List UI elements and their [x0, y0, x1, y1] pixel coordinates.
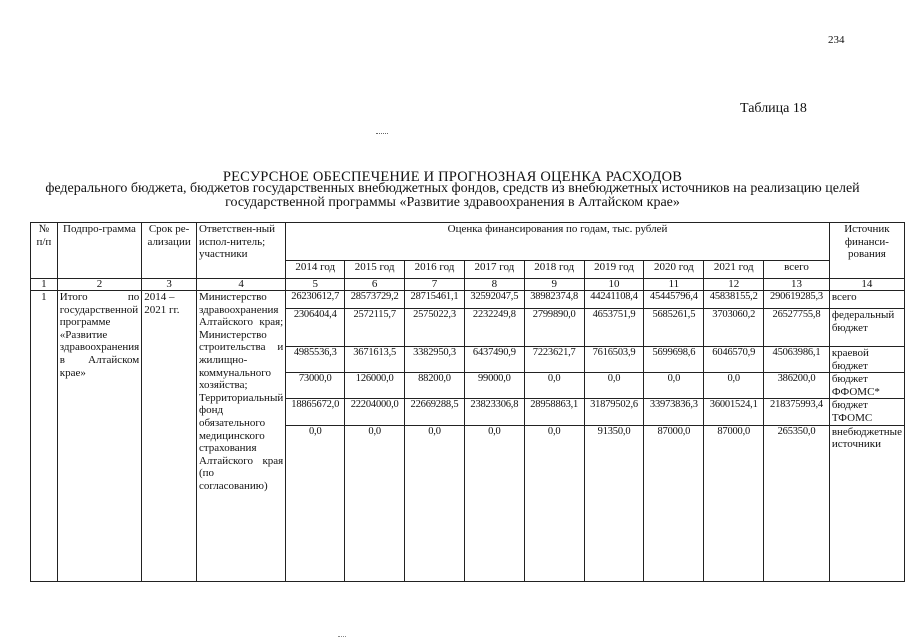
funding-value: 2572115,7 — [345, 309, 405, 347]
header-source: Источник финанси-рования — [829, 223, 904, 279]
funding-value: 44241108,4 — [584, 291, 644, 309]
funding-value: 3703060,2 — [704, 309, 764, 347]
funding-value: 0,0 — [524, 425, 584, 581]
year-header: 2021 год — [704, 261, 764, 279]
funding-value: 386200,0 — [764, 373, 830, 399]
header-responsible: Ответствен-ный испол-нитель; участники — [196, 223, 285, 279]
year-header: 2015 год — [345, 261, 405, 279]
column-number: 12 — [704, 279, 764, 291]
year-header: 2020 год — [644, 261, 704, 279]
funding-value: 0,0 — [464, 425, 524, 581]
year-header: 2014 год — [286, 261, 345, 279]
header-no: № п/п — [31, 223, 58, 279]
page-number: 234 — [828, 34, 845, 46]
funding-value: 290619285,3 — [764, 291, 830, 309]
funding-value: 73000,0 — [286, 373, 345, 399]
funding-value: 218375993,4 — [764, 399, 830, 425]
funding-value: 18865672,0 — [286, 399, 345, 425]
funding-value: 4985536,3 — [286, 347, 345, 373]
funding-value: 28958863,1 — [524, 399, 584, 425]
funding-value: 7223621,7 — [524, 347, 584, 373]
scan-artifact — [376, 133, 388, 134]
column-number: 8 — [464, 279, 524, 291]
document-title: РЕСУРСНОЕ ОБЕСПЕЧЕНИЕ И ПРОГНОЗНАЯ ОЦЕНКА РАСХОДОВ — [222, 169, 683, 185]
funding-value: 33973836,3 — [644, 399, 704, 425]
row-number: 1 — [31, 291, 58, 582]
column-number: 2 — [57, 279, 141, 291]
year-header: всего — [764, 261, 830, 279]
funding-value: 28573729,2 — [345, 291, 405, 309]
funding-value: 28715461,1 — [405, 291, 465, 309]
funding-value: 45063986,1 — [764, 347, 830, 373]
funding-value: 0,0 — [584, 373, 644, 399]
funding-value: 3671613,5 — [345, 347, 405, 373]
funding-value: 0,0 — [345, 425, 405, 581]
funding-value: 7616503,9 — [584, 347, 644, 373]
funding-value: 5685261,5 — [644, 309, 704, 347]
funding-value: 87000,0 — [704, 425, 764, 581]
funding-value: 5699698,6 — [644, 347, 704, 373]
funding-value: 38982374,8 — [524, 291, 584, 309]
year-header: 2017 год — [464, 261, 524, 279]
funding-source: краевой бюджет — [829, 347, 904, 373]
funding-value: 87000,0 — [644, 425, 704, 581]
funding-value: 265350,0 — [764, 425, 830, 581]
funding-value: 0,0 — [524, 373, 584, 399]
funding-value: 0,0 — [704, 373, 764, 399]
column-number: 7 — [405, 279, 465, 291]
funding-value: 0,0 — [405, 425, 465, 581]
funding-value: 31879502,6 — [584, 399, 644, 425]
funding-value: 45445796,4 — [644, 291, 704, 309]
funding-value: 4653751,9 — [584, 309, 644, 347]
program-term: 2014 – 2021 гг. — [142, 291, 197, 582]
funding-value: 0,0 — [644, 373, 704, 399]
program-name: Итого по государственной программе «Развитие здравоохранения в Алтайском крае» — [57, 291, 141, 582]
funding-value: 6046570,9 — [704, 347, 764, 373]
column-number: 3 — [142, 279, 197, 291]
funding-value: 22204000,0 — [345, 399, 405, 425]
funding-value: 91350,0 — [584, 425, 644, 581]
funding-value: 2306404,4 — [286, 309, 345, 347]
funding-source: внебюджетные источники — [829, 425, 904, 581]
column-number: 5 — [286, 279, 345, 291]
header-term: Срок ре-ализации — [142, 223, 197, 279]
column-number: 6 — [345, 279, 405, 291]
funding-value: 26230612,7 — [286, 291, 345, 309]
funding-source: бюджет ТФОМС — [829, 399, 904, 425]
funding-value: 32592047,5 — [464, 291, 524, 309]
column-number: 1 — [31, 279, 58, 291]
year-header: 2019 год — [584, 261, 644, 279]
column-number: 11 — [644, 279, 704, 291]
funding-value: 126000,0 — [345, 373, 405, 399]
document-subtitle: федерального бюджета, бюджетов государственных внебюджетных фондов, средств из внебюджетных источников на реализацию целей государственной программы «Развитие здравоохранения в Алтайском крае» — [45, 181, 860, 210]
funding-value: 6437490,9 — [464, 347, 524, 373]
funding-table — [30, 222, 905, 582]
funding-value: 45838155,2 — [704, 291, 764, 309]
funding-source: федеральный бюджет — [829, 309, 904, 347]
funding-source: бюджет ФФОМС* — [829, 373, 904, 399]
funding-value: 3382950,3 — [405, 347, 465, 373]
funding-value: 23823306,8 — [464, 399, 524, 425]
header-subprogram: Подпро-грамма — [57, 223, 141, 279]
year-header: 2016 год — [405, 261, 465, 279]
funding-value: 2799890,0 — [524, 309, 584, 347]
funding-value: 88200,0 — [405, 373, 465, 399]
funding-value: 26527755,8 — [764, 309, 830, 347]
funding-value: 2575022,3 — [405, 309, 465, 347]
funding-source: всего — [829, 291, 904, 309]
funding-value: 99000,0 — [464, 373, 524, 399]
column-number: 10 — [584, 279, 644, 291]
scan-artifact — [338, 636, 346, 637]
funding-value: 2232249,8 — [464, 309, 524, 347]
funding-value: 0,0 — [286, 425, 345, 581]
year-header: 2018 год — [524, 261, 584, 279]
responsible-executor: Министерство здравоохранения Алтайского края; Министерство строительства и жилищно-коммунального хозяйства; Территориальный фонд обязательного медицинского страхования Алтайского края (по согласованию) — [196, 291, 285, 582]
column-number: 4 — [196, 279, 285, 291]
column-number: 14 — [829, 279, 904, 291]
funding-value: 22669288,5 — [405, 399, 465, 425]
table-label: Таблица 18 — [740, 101, 807, 116]
column-number: 13 — [764, 279, 830, 291]
funding-value: 36001524,1 — [704, 399, 764, 425]
column-number: 9 — [524, 279, 584, 291]
header-estimate: Оценка финансирования по годам, тыс. рублей — [286, 223, 830, 261]
